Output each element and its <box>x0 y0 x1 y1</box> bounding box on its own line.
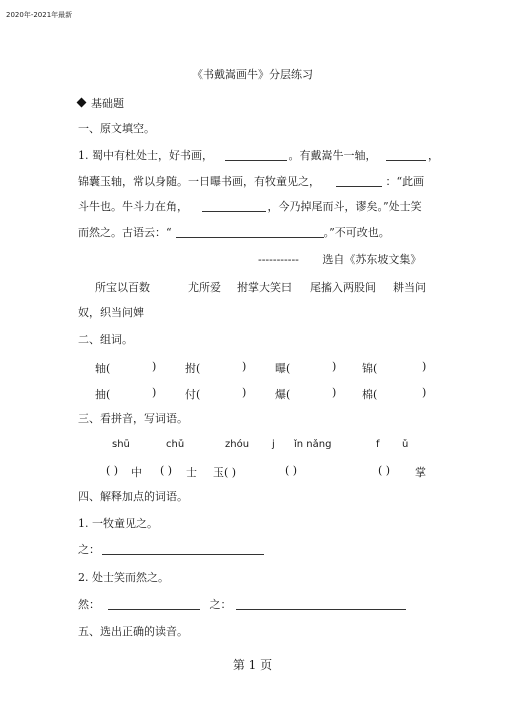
answer-blank[interactable]: ( ) <box>160 464 173 477</box>
q1-line1-text-c: ， <box>428 149 439 162</box>
word-blank-close[interactable]: ) <box>332 386 337 399</box>
q1-line1 <box>78 149 439 163</box>
answer-blank[interactable]: 玉( ) <box>213 466 237 479</box>
diamond-bullet-icon <box>77 98 87 108</box>
page-number: 第 1 页 <box>232 658 273 672</box>
q1-line2-text-a: 锦囊玉轴，常以身随。一日曝书画，有牧童见之， <box>78 175 320 188</box>
answer-blank[interactable]: ( ) <box>106 464 119 477</box>
answer-label: 之： <box>209 598 232 611</box>
pinyin: j <box>272 439 275 450</box>
page-title: 《书戴嵩画牛》分层练习 <box>192 68 313 81</box>
word-prompt: 锦( <box>362 362 378 375</box>
answer-blank[interactable]: ( ) <box>285 464 298 477</box>
word-blank-close[interactable]: ) <box>422 386 427 399</box>
fill-blank-5[interactable] <box>176 227 324 238</box>
q4-item-2: 2. 处士笑而然之。 <box>78 571 169 584</box>
gloss-item: 尾搐入两股间 <box>310 281 376 294</box>
word-prompt: 拊( <box>185 362 201 375</box>
q1-line4-text-b: 。”不可改也。 <box>323 226 390 239</box>
q1-line3 <box>78 200 422 214</box>
header-tag: 2020年-2021年最新 <box>6 11 73 19</box>
q4-answer-row-2 <box>78 598 406 612</box>
q1-heading: 一、原文填空。 <box>78 122 155 135</box>
word-prompt: 轴( <box>95 362 111 375</box>
gloss-item: 尤所爱 <box>188 281 221 294</box>
word-part: 士 <box>186 466 197 479</box>
word-part: 掌 <box>415 466 426 479</box>
q4-heading: 四、解释加点的词语。 <box>78 490 188 503</box>
q5-heading: 五、选出正确的读音。 <box>78 625 188 638</box>
q4-item-1: 1. 一牧童见之。 <box>78 517 158 530</box>
word-blank-close[interactable]: ) <box>332 360 337 373</box>
fill-blank-4[interactable] <box>202 201 266 212</box>
q1-line2 <box>78 175 424 189</box>
fill-blank-3[interactable] <box>336 176 382 187</box>
fill-blank-2[interactable] <box>386 150 426 161</box>
word-prompt: 曝( <box>275 362 291 375</box>
q1-line2-text-b: ：“此画 <box>385 175 425 188</box>
source-line <box>258 253 421 267</box>
answer-blank[interactable]: ( ) <box>378 464 391 477</box>
q1-line1-text-a: 1. 蜀中有杜处士，好书画， <box>78 149 213 162</box>
answer-line[interactable] <box>236 599 406 610</box>
gloss-item: 耕当问 <box>393 281 426 294</box>
level-heading <box>78 97 124 111</box>
answer-line[interactable] <box>108 599 200 610</box>
level-label: 基础题 <box>91 97 124 110</box>
q1-line4 <box>78 226 390 240</box>
pinyin: zhóu <box>225 439 250 450</box>
word-blank-close[interactable]: ) <box>242 360 247 373</box>
q1-line3-text-b: ，今乃掉尾而斗，谬矣。”处士笑 <box>267 200 422 213</box>
q1-line3-text-a: 斗牛也。牛斗力在角， <box>78 200 188 213</box>
pinyin: shū <box>112 439 130 450</box>
pinyin: ǐn nǎng <box>294 439 332 450</box>
pinyin: ǔ <box>402 439 409 450</box>
q1-line1-text-b: 。有戴嵩牛一轴， <box>288 149 377 162</box>
pinyin: chǔ <box>166 439 185 450</box>
gloss-continued: 奴，织当问婢 <box>78 306 144 319</box>
q2-heading: 二、组词。 <box>78 333 133 346</box>
word-blank-close[interactable]: ) <box>152 386 157 399</box>
gloss-item: 所宝以百数 <box>95 281 150 294</box>
source-dash: ----------- <box>258 253 299 266</box>
word-prompt: 棉( <box>362 388 378 401</box>
answer-line[interactable] <box>102 544 264 555</box>
q1-line4-text-a: 而然之。古语云：“ <box>78 226 172 239</box>
word-part: 中 <box>131 466 142 479</box>
q4-answer-row-1 <box>78 543 264 557</box>
word-blank-close[interactable]: ) <box>152 360 157 373</box>
gloss-item: 拊掌大笑曰 <box>237 281 292 294</box>
answer-label: 之： <box>78 543 100 556</box>
fill-blank-1[interactable] <box>225 150 287 161</box>
word-prompt: 爆( <box>275 388 291 401</box>
word-blank-close[interactable]: ) <box>422 360 427 373</box>
answer-label: 然： <box>78 598 100 611</box>
pinyin: f <box>376 439 380 450</box>
word-prompt: 付( <box>185 388 201 401</box>
q3-heading: 三、看拼音，写词语。 <box>78 412 188 425</box>
source-text: 选自《苏东坡文集》 <box>322 253 422 266</box>
word-blank-close[interactable]: ) <box>242 386 247 399</box>
word-prompt: 抽( <box>95 388 111 401</box>
